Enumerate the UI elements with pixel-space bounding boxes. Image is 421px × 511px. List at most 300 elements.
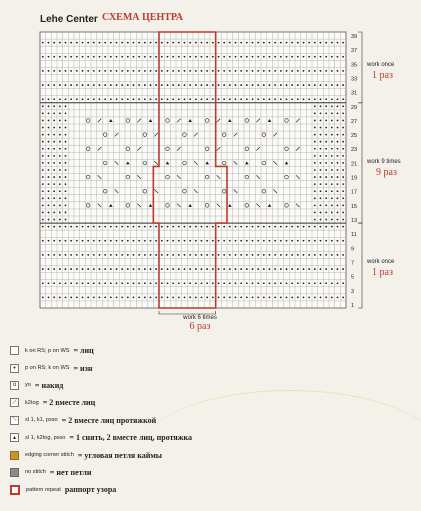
purl-stitch: [161, 254, 163, 256]
purl-stitch: [184, 240, 186, 242]
purl-stitch: [331, 204, 333, 206]
purl-stitch: [269, 268, 271, 270]
purl-stitch: [223, 42, 225, 44]
purl-stitch: [252, 70, 254, 72]
purl-stitch: [286, 268, 288, 270]
purl-stitch: [133, 240, 135, 242]
purl-stitch: [342, 190, 344, 192]
purl-stitch: [87, 282, 89, 284]
purl-stitch: [59, 204, 61, 206]
purl-stitch: [342, 204, 344, 206]
row-number: 39: [351, 34, 358, 41]
purl-stitch: [274, 282, 276, 284]
purl-stitch: [116, 254, 118, 256]
purl-stitch: [303, 254, 305, 256]
purl-stitch: [274, 42, 276, 44]
purl-stitch: [337, 254, 339, 256]
purl-stitch: [291, 226, 293, 228]
purl-stitch: [104, 98, 106, 100]
purl-stitch: [320, 176, 322, 178]
purl-stitch: [314, 98, 316, 100]
purl-stitch: [274, 56, 276, 58]
purl-stitch: [240, 84, 242, 86]
purl-stitch: [121, 42, 123, 44]
purl-stitch: [48, 212, 50, 214]
purl-stitch: [48, 155, 50, 157]
purl-stitch: [229, 42, 231, 44]
purl-stitch: [189, 254, 191, 256]
purl-stitch: [172, 268, 174, 270]
row-number: 19: [351, 175, 358, 182]
purl-stitch: [59, 56, 61, 58]
purl-stitch: [87, 254, 89, 256]
side-label-top-en: work once: [367, 62, 395, 68]
purl-stitch: [127, 268, 129, 270]
purl-stitch: [121, 226, 123, 228]
purl-stitch: [269, 84, 271, 86]
purl-stitch: [127, 254, 129, 256]
purl-stitch: [48, 84, 50, 86]
purl-stitch: [246, 98, 248, 100]
purl-stitch: [269, 56, 271, 58]
purl-stitch: [195, 84, 197, 86]
purl-stitch: [331, 84, 333, 86]
purl-stitch: [53, 127, 55, 129]
purl-stitch: [59, 254, 61, 256]
purl-stitch: [53, 197, 55, 199]
bottom-label-en: work 6 times: [183, 315, 217, 321]
purl-stitch: [342, 141, 344, 143]
purl-stitch: [337, 98, 339, 100]
purl-stitch: [42, 212, 44, 214]
purl-stitch: [303, 226, 305, 228]
purl-stitch: [184, 84, 186, 86]
purl-stitch: [172, 42, 174, 44]
gray-square-icon: [10, 468, 19, 477]
purl-stitch: [337, 190, 339, 192]
purl-stitch: [121, 84, 123, 86]
purl-stitch: [263, 98, 265, 100]
purl-stitch: [337, 268, 339, 270]
purl-stitch: [48, 56, 50, 58]
purl-stitch: [195, 226, 197, 228]
purl-stitch: [223, 98, 225, 100]
purl-stitch: [121, 282, 123, 284]
purl-stitch: [342, 197, 344, 199]
purl-stitch: [53, 155, 55, 157]
purl-stitch: [42, 240, 44, 242]
purl-stitch: [337, 219, 339, 221]
purl-stitch: [150, 296, 152, 298]
purl-stitch: [229, 254, 231, 256]
purl-stitch: [59, 141, 61, 143]
purl-stitch: [65, 254, 67, 256]
purl-stitch: [337, 127, 339, 129]
purl-stitch: [70, 254, 72, 256]
purl-stitch: [235, 226, 237, 228]
purl-stitch: [206, 42, 208, 44]
purl-stitch: [235, 282, 237, 284]
purl-stitch: [320, 112, 322, 114]
purl-stitch: [116, 70, 118, 72]
purl-stitch: [42, 56, 44, 58]
purl-stitch: [184, 254, 186, 256]
purl-stitch: [342, 127, 344, 129]
purl-stitch: [150, 84, 152, 86]
decorative-swoosh: [140, 390, 421, 511]
repeat-box-icon: [10, 485, 20, 495]
purl-stitch: [48, 240, 50, 242]
purl-stitch: [229, 70, 231, 72]
purl-stitch: [320, 169, 322, 171]
purl-stitch: [206, 240, 208, 242]
purl-stitch: [155, 70, 157, 72]
purl-stitch: [314, 56, 316, 58]
purl-stitch: [76, 56, 78, 58]
purl-stitch: [144, 254, 146, 256]
purl-stitch: [42, 134, 44, 136]
purl-stitch: [42, 162, 44, 164]
purl-stitch: [99, 56, 101, 58]
purl-stitch: [121, 296, 123, 298]
purl-stitch: [337, 84, 339, 86]
purl-stitch: [48, 42, 50, 44]
purl-stitch: [48, 134, 50, 136]
purl-stitch: [42, 42, 44, 44]
purl-stitch: [320, 212, 322, 214]
purl-stitch: [42, 120, 44, 122]
purl-stitch: [325, 254, 327, 256]
purl-stitch: [314, 127, 316, 129]
purl-stitch: [184, 296, 186, 298]
purl-stitch: [65, 169, 67, 171]
purl-stitch: [99, 282, 101, 284]
purl-stitch: [291, 254, 293, 256]
purl-stitch: [252, 98, 254, 100]
purl-stitch: [218, 296, 220, 298]
purl-stitch: [314, 141, 316, 143]
ssk-icon: [10, 416, 19, 425]
purl-stitch: [110, 226, 112, 228]
purl-stitch: [127, 84, 129, 86]
purl-stitch: [104, 56, 106, 58]
purl-stitch: [104, 226, 106, 228]
purl-stitch: [104, 84, 106, 86]
purl-stitch: [104, 254, 106, 256]
purl-stitch: [337, 197, 339, 199]
purl-stitch: [172, 70, 174, 72]
purl-stitch: [121, 98, 123, 100]
purl-stitch: [314, 176, 316, 178]
purl-stitch: [65, 155, 67, 157]
purl-stitch: [53, 134, 55, 136]
purl-stitch: [138, 56, 140, 58]
purl-stitch: [87, 84, 89, 86]
purl-stitch: [274, 226, 276, 228]
purl-stitch: [325, 226, 327, 228]
purl-stitch: [320, 162, 322, 164]
purl-stitch: [246, 268, 248, 270]
purl-stitch: [70, 240, 72, 242]
purl-stitch: [331, 162, 333, 164]
purl-stitch: [155, 226, 157, 228]
purl-stitch: [65, 226, 67, 228]
purl-stitch: [127, 42, 129, 44]
purl-stitch: [325, 127, 327, 129]
purl-stitch: [76, 70, 78, 72]
purl-stitch: [325, 105, 327, 107]
purl-stitch: [59, 155, 61, 157]
purl-stitch: [314, 219, 316, 221]
purl-stitch: [257, 254, 259, 256]
purl-stitch: [297, 70, 299, 72]
purl-stitch: [48, 176, 50, 178]
purl-stitch: [53, 56, 55, 58]
purl-stitch: [337, 183, 339, 185]
purl-stitch: [229, 56, 231, 58]
purl-stitch: [297, 56, 299, 58]
purl-stitch: [201, 226, 203, 228]
purl-stitch: [48, 141, 50, 143]
purl-stitch: [331, 148, 333, 150]
purl-stitch: [48, 127, 50, 129]
purl-stitch: [320, 240, 322, 242]
purl-stitch: [93, 98, 95, 100]
purl-stitch: [48, 282, 50, 284]
legend-label-en: sl 1, k2tog, psso: [25, 434, 66, 441]
purl-stitch: [223, 254, 225, 256]
purl-stitch: [53, 254, 55, 256]
purl-stitch: [93, 84, 95, 86]
purl-stitch: [331, 212, 333, 214]
purl-stitch: [314, 134, 316, 136]
purl-stitch: [320, 204, 322, 206]
purl-stitch: [104, 240, 106, 242]
side-label-middle-en: work 9 times: [367, 159, 401, 165]
purl-stitch: [314, 212, 316, 214]
purl-stitch: [314, 162, 316, 164]
purl-stitch: [331, 254, 333, 256]
purl-stitch: [201, 42, 203, 44]
purl-stitch: [167, 240, 169, 242]
purl-stitch: [167, 268, 169, 270]
purl-stitch: [65, 105, 67, 107]
purl-stitch: [303, 240, 305, 242]
page-title: Lehe Center: [40, 14, 98, 25]
purl-stitch: [138, 84, 140, 86]
purl-stitch: [195, 98, 197, 100]
purl-stitch: [235, 240, 237, 242]
purl-stitch: [116, 42, 118, 44]
purl-stitch: [104, 296, 106, 298]
purl-stitch: [240, 268, 242, 270]
purl-stitch: [172, 56, 174, 58]
purl-stitch: [331, 105, 333, 107]
purl-stitch: [178, 268, 180, 270]
purl-stitch: [218, 226, 220, 228]
purl-stitch: [144, 42, 146, 44]
purl-stitch: [59, 148, 61, 150]
purl-stitch: [342, 120, 344, 122]
purl-stitch: [303, 98, 305, 100]
purl-stitch: [59, 70, 61, 72]
purl-stitch: [206, 296, 208, 298]
purl-stitch: [314, 105, 316, 107]
purl-stitch: [291, 296, 293, 298]
purl-stitch: [280, 254, 282, 256]
purl-stitch: [325, 197, 327, 199]
purl-stitch: [240, 296, 242, 298]
purl-stitch: [212, 84, 214, 86]
purl-stitch: [59, 282, 61, 284]
purl-stitch: [82, 56, 84, 58]
purl-stitch: [291, 42, 293, 44]
purl-stitch: [218, 84, 220, 86]
purl-stitch: [201, 56, 203, 58]
purl-stitch: [82, 98, 84, 100]
purl-stitch: [240, 226, 242, 228]
purl-stitch: [133, 70, 135, 72]
purl-stitch: [274, 98, 276, 100]
purl-stitch: [59, 226, 61, 228]
purl-stitch: [104, 42, 106, 44]
purl-stitch: [53, 162, 55, 164]
purl-stitch: [189, 42, 191, 44]
purl-stitch: [201, 240, 203, 242]
purl-stitch: [331, 70, 333, 72]
purl-stitch: [195, 240, 197, 242]
purl-stitch: [59, 98, 61, 100]
purl-stitch: [184, 56, 186, 58]
purl-stitch: [48, 226, 50, 228]
purl-stitch: [150, 98, 152, 100]
purl-stitch: [269, 42, 271, 44]
purl-stitch: [144, 296, 146, 298]
purl-stitch: [178, 70, 180, 72]
purl-stitch: [212, 98, 214, 100]
legend-label-en: edging corner stitch: [25, 452, 74, 459]
purl-stitch: [314, 296, 316, 298]
purl-stitch: [138, 296, 140, 298]
purl-stitch: [235, 268, 237, 270]
purl-stitch: [138, 98, 140, 100]
bottom-label-ru: 6 раз: [189, 321, 211, 332]
purl-stitch: [76, 84, 78, 86]
purl-stitch: [65, 148, 67, 150]
purl-stitch: [325, 176, 327, 178]
legend-label-en: pattern repeat: [26, 486, 61, 493]
purl-stitch: [263, 240, 265, 242]
purl-stitch: [246, 240, 248, 242]
purl-stitch: [325, 112, 327, 114]
purl-stitch: [53, 212, 55, 214]
purl-stitch: [291, 70, 293, 72]
purl-stitch: [337, 105, 339, 107]
purl-stitch: [269, 70, 271, 72]
purl-stitch: [65, 70, 67, 72]
purl-stitch: [342, 98, 344, 100]
purl-stitch: [308, 56, 310, 58]
purl-stitch: [257, 268, 259, 270]
purl-stitch: [99, 240, 101, 242]
purl-stitch: [229, 98, 231, 100]
purl-stitch: [42, 268, 44, 270]
purl-stitch: [53, 183, 55, 185]
purl-stitch: [87, 240, 89, 242]
purl-stitch: [269, 98, 271, 100]
purl-stitch: [257, 226, 259, 228]
purl-stitch: [314, 254, 316, 256]
purl-stitch: [59, 84, 61, 86]
purl-stitch: [53, 105, 55, 107]
purl-stitch: [291, 84, 293, 86]
purl-stitch: [53, 176, 55, 178]
purl-stitch: [167, 282, 169, 284]
purl-stitch: [223, 70, 225, 72]
purl-stitch: [87, 296, 89, 298]
purl-stitch: [206, 282, 208, 284]
purl-stitch: [320, 183, 322, 185]
purl-stitch: [280, 268, 282, 270]
purl-stitch: [144, 282, 146, 284]
purl-stitch: [257, 296, 259, 298]
purl-stitch: [342, 169, 344, 171]
purl-stitch: [206, 254, 208, 256]
purl-stitch: [342, 56, 344, 58]
purl-stitch: [314, 120, 316, 122]
row-number: 33: [351, 76, 358, 83]
purl-stitch: [189, 226, 191, 228]
purl-stitch: [337, 162, 339, 164]
legend-label-ru: = нет петли: [49, 467, 92, 477]
purl-stitch: [87, 268, 89, 270]
purl-stitch: [167, 254, 169, 256]
purl-stitch: [70, 84, 72, 86]
purl-stitch: [99, 296, 101, 298]
purl-stitch: [252, 296, 254, 298]
purl-stitch: [320, 120, 322, 122]
purl-stitch: [70, 268, 72, 270]
row-number: 29: [351, 104, 358, 111]
legend-item: [10, 342, 410, 359]
purl-stitch: [65, 84, 67, 86]
purl-stitch: [320, 219, 322, 221]
purl-stitch: [212, 268, 214, 270]
purl-stitch: [331, 98, 333, 100]
purl-stitch: [65, 197, 67, 199]
repeat-bracket: [159, 311, 216, 314]
purl-stitch: [263, 56, 265, 58]
purl-stitch: [229, 240, 231, 242]
purl-stitch: [59, 240, 61, 242]
purl-stitch: [291, 268, 293, 270]
purl-stitch: [138, 226, 140, 228]
purl-stitch: [240, 42, 242, 44]
purl-stitch: [48, 112, 50, 114]
purl-stitch: [337, 42, 339, 44]
purl-stitch: [331, 268, 333, 270]
purl-stitch: [65, 219, 67, 221]
purl-stitch: [240, 98, 242, 100]
purl-stitch: [161, 282, 163, 284]
purl-stitch: [127, 296, 129, 298]
purl-stitch: [155, 42, 157, 44]
purl-stitch: [331, 197, 333, 199]
purl-stitch: [150, 226, 152, 228]
purl-stitch: [155, 296, 157, 298]
purl-stitch: [235, 98, 237, 100]
purl-stitch: [212, 56, 214, 58]
